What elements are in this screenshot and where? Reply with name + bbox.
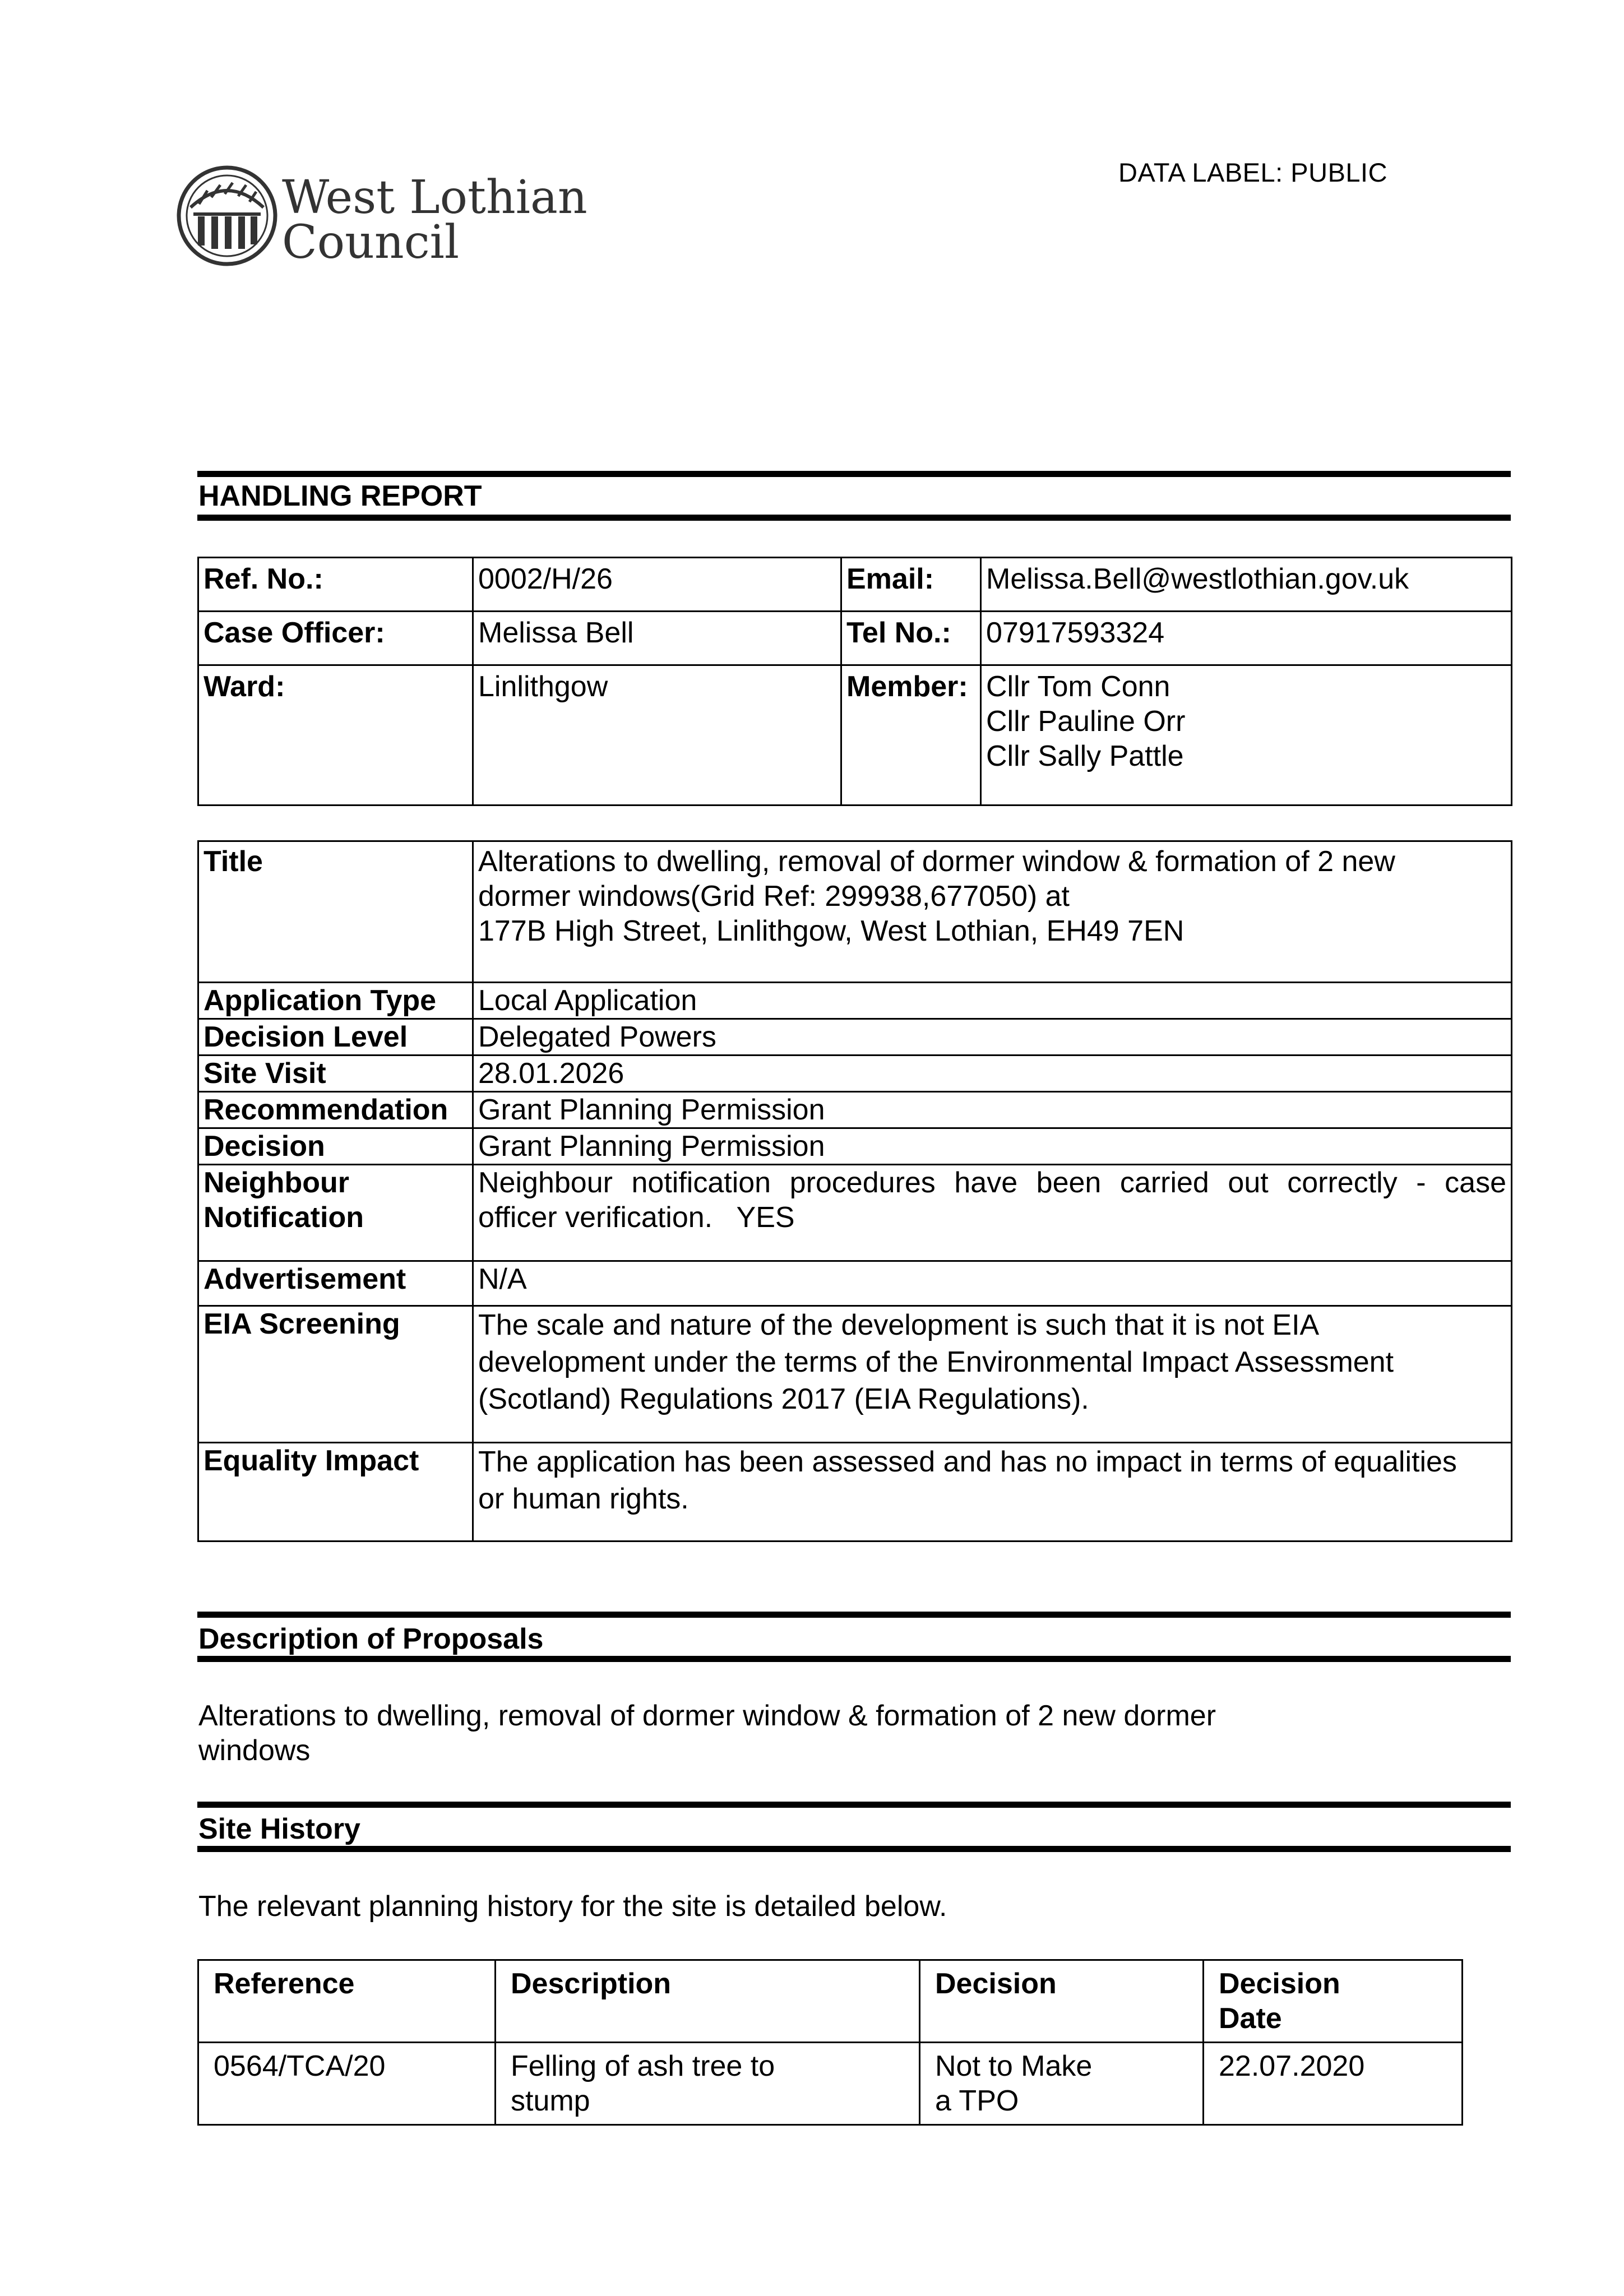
logo-text-line1: West Lothian [282,171,587,224]
table-row [198,1092,1512,1128]
tel-label: Tel No.: [841,612,981,665]
description-text [198,1698,1216,1768]
equality-impact-value [473,1443,1512,1542]
rule-top-description [197,1612,1511,1618]
history-description [496,2043,920,2125]
advertisement-value: N/A [473,1261,1512,1306]
recommendation-value: Grant Planning Permission [473,1092,1512,1128]
neighbour-notification-label [198,1165,473,1261]
application-details-table [197,840,1512,1542]
table-row [198,1128,1512,1165]
table-row [198,665,1512,806]
table-row [198,558,1512,612]
case-officer-value: Melissa Bell [473,612,841,665]
email-value[interactable]: Melissa.Bell@westlothian.gov.uk [981,558,1512,612]
advertisement-label: Advertisement [198,1261,473,1306]
decision-label: Decision [198,1128,473,1165]
text-line: windows [198,1734,311,1767]
value-line: Neighbour notification procedures have been carried out correctly - case [478,1166,1506,1199]
description-heading: Description of Proposals [198,1623,544,1655]
title-value [473,841,1512,983]
cell-line: Not to Make [935,2050,1093,2082]
value-line: or human rights. [478,1483,689,1515]
equality-impact-label: Equality Impact [198,1443,473,1542]
eia-screening-label: EIA Screening [198,1306,473,1443]
value-line: The scale and nature of the development is such that it is not EIA [478,1309,1320,1341]
title-label: Title [198,841,473,983]
history-reference: 0564/TCA/20 [198,2043,496,2125]
table-row [198,1056,1512,1092]
eia-screening-value [473,1306,1512,1443]
column-header-decision: Decision [920,1960,1204,2043]
header-line: Decision [1219,1968,1340,2000]
site-visit-value: 28.01.2026 [473,1056,1512,1092]
table-row [198,1019,1512,1056]
value-line: officer verification. YES [478,1201,795,1234]
cell-line: a TPO [935,2085,1019,2117]
table-row [198,1443,1512,1542]
officer-table [197,557,1512,806]
header-line: Date [1219,2002,1282,2035]
logo-text-line2: Council [282,216,460,269]
viaduct-emblem-icon [179,168,275,264]
table-row [198,1960,1463,2043]
cell-line: stump [511,2085,590,2117]
column-header-reference: Reference [198,1960,496,2043]
site-visit-label: Site Visit [198,1056,473,1092]
decision-level-value: Delegated Powers [473,1019,1512,1056]
handling-report-title: HANDLING REPORT [198,480,482,512]
ref-label: Ref. No.: [198,558,473,612]
member-list [981,665,1512,806]
rule-top-site-history [197,1802,1511,1808]
table-row [198,612,1512,665]
rule-bottom-handling [197,515,1511,521]
value-line: development under the terms of the Environmental Impact Assessment [478,1346,1394,1378]
member-item: Cllr Sally Pattle [986,740,1184,772]
council-logo [177,163,587,269]
case-officer-label: Case Officer: [198,612,473,665]
email-label: Email: [841,558,981,612]
title-line: dormer windows(Grid Ref: 299938,677050) at [478,880,1070,913]
site-history-heading: Site History [198,1813,360,1845]
table-row [198,2043,1463,2125]
ref-value: 0002/H/26 [473,558,841,612]
tel-value: 07917593324 [981,612,1512,665]
value-line: (Scotland) Regulations 2017 (EIA Regulations). [478,1383,1089,1415]
neighbour-notification-value [473,1165,1512,1261]
table-row [198,1261,1512,1306]
cell-line: Felling of ash tree to [511,2050,775,2082]
site-history-intro: The relevant planning history for the site is detailed below. [198,1890,947,1923]
data-label: DATA LABEL: PUBLIC [1118,158,1388,187]
rule-bottom-site-history [197,1846,1511,1852]
label-line: Notification [203,1201,364,1234]
text-line: Alterations to dwelling, removal of dormer window & formation of 2 new dormer [198,1700,1216,1732]
label-line: Neighbour [203,1166,349,1199]
decision-level-label: Decision Level [198,1019,473,1056]
rule-top-handling [197,471,1511,477]
recommendation-label: Recommendation [198,1092,473,1128]
ward-value: Linlithgow [473,665,841,806]
decision-value: Grant Planning Permission [473,1128,1512,1165]
ward-label: Ward: [198,665,473,806]
member-item: Cllr Pauline Orr [986,705,1186,738]
site-history-table [197,1959,1463,2126]
history-decision [920,2043,1204,2125]
application-type-label: Application Type [198,983,473,1019]
history-decision-date: 22.07.2020 [1204,2043,1463,2125]
table-row [198,1165,1512,1261]
member-item: Cllr Tom Conn [986,670,1170,703]
column-header-decision-date [1204,1960,1463,2043]
title-line: Alterations to dwelling, removal of dormer window & formation of 2 new [478,845,1395,878]
table-row [198,1306,1512,1443]
application-type-value: Local Application [473,983,1512,1019]
column-header-description: Description [496,1960,920,2043]
title-line: 177B High Street, Linlithgow, West Lothian, EH49 7EN [478,915,1185,947]
table-row [198,983,1512,1019]
table-row [198,841,1512,983]
value-line: The application has been assessed and has no impact in terms of equalities [478,1446,1457,1478]
rule-bottom-description [197,1656,1511,1662]
member-label: Member: [841,665,981,806]
